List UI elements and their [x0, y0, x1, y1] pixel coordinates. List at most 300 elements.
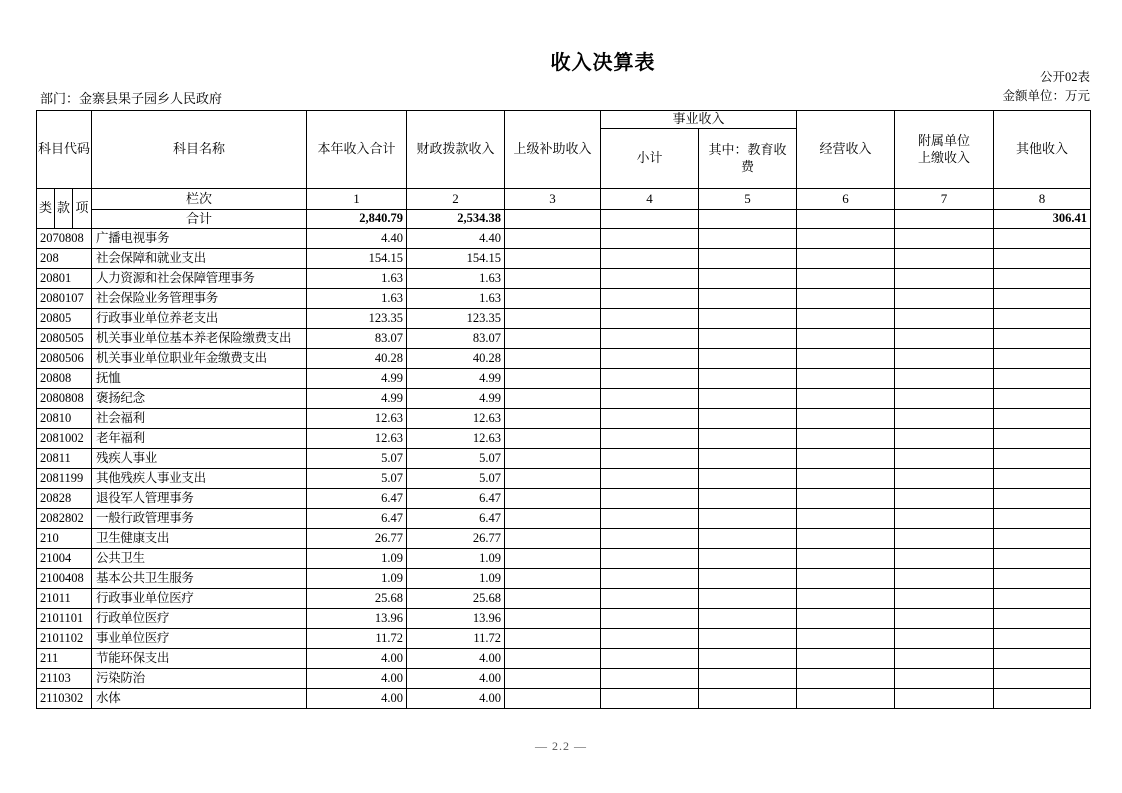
- cell-value: [797, 289, 895, 309]
- cell-value: [699, 629, 797, 649]
- column-index-label: 栏次: [92, 189, 307, 210]
- cell-value: [895, 489, 994, 509]
- cell-subject-name: 社会福利: [92, 409, 307, 429]
- table-row: [37, 669, 1091, 689]
- cell-value: [699, 249, 797, 269]
- cell-value: [699, 609, 797, 629]
- cell-value: [505, 469, 601, 489]
- cell-subject-name: 行政事业单位医疗: [92, 589, 307, 609]
- table-row: [37, 229, 1091, 249]
- cell-subject-name: 水体: [92, 689, 307, 709]
- cell-value: [505, 429, 601, 449]
- cell-value: [797, 649, 895, 669]
- cell-value: [895, 529, 994, 549]
- cell-value: [699, 389, 797, 409]
- cell-value: [797, 329, 895, 349]
- cell-subject-name: 其他残疾人事业支出: [92, 469, 307, 489]
- cell-value: [601, 329, 699, 349]
- cell-value: [505, 669, 601, 689]
- cell-value: [505, 549, 601, 569]
- table-row: [37, 469, 1091, 489]
- table-row: [37, 629, 1091, 649]
- cell-subject-code: 2100408: [37, 569, 92, 589]
- cell-value: 26.77: [307, 529, 407, 549]
- column-number: 3: [505, 189, 601, 210]
- cell-subject-name: 社会保险业务管理事务: [92, 289, 307, 309]
- cell-subject-code: 2080505: [37, 329, 92, 349]
- cell-subject-name: 残疾人事业: [92, 449, 307, 469]
- table-row: [37, 569, 1091, 589]
- cell-subject-code: 20805: [37, 309, 92, 329]
- cell-value: [797, 589, 895, 609]
- cell-value: [601, 269, 699, 289]
- cell-value: 25.68: [407, 589, 505, 609]
- cell-value: 1.63: [407, 289, 505, 309]
- cell-value: [895, 469, 994, 489]
- cell-value: [505, 329, 601, 349]
- col-header-subject-name: 科目名称: [92, 111, 307, 189]
- cell-value: [505, 389, 601, 409]
- cell-value: [994, 389, 1091, 409]
- cell-subject-code: 211: [37, 649, 92, 669]
- cell-value: [699, 669, 797, 689]
- table-row: [37, 449, 1091, 469]
- table-row: [37, 269, 1091, 289]
- cell-value: 1.63: [407, 269, 505, 289]
- cell-value: [601, 549, 699, 569]
- cell-value: 83.07: [407, 329, 505, 349]
- table-row: [37, 689, 1091, 709]
- cell-value: [797, 469, 895, 489]
- table-row: [37, 429, 1091, 449]
- cell-value: [994, 429, 1091, 449]
- table-row: [37, 509, 1091, 529]
- table-row: [37, 529, 1091, 549]
- cell-subject-name: 行政单位医疗: [92, 609, 307, 629]
- cell-value: 1.09: [407, 569, 505, 589]
- cell-value: 6.47: [307, 509, 407, 529]
- col-header-subtotal: 小计: [601, 129, 699, 189]
- cell-value: [797, 309, 895, 329]
- cell-value: [601, 469, 699, 489]
- cell-value: [699, 289, 797, 309]
- table-row: [37, 289, 1091, 309]
- cell-value: [994, 629, 1091, 649]
- cell-value: [601, 609, 699, 629]
- cell-value: [895, 669, 994, 689]
- cell-value: [797, 449, 895, 469]
- cell-value: [601, 529, 699, 549]
- cell-value: [895, 229, 994, 249]
- cell-value: [994, 609, 1091, 629]
- cell-value: [895, 349, 994, 369]
- form-code-label: 公开02表: [1039, 70, 1090, 84]
- cell-value: [601, 389, 699, 409]
- cell-subject-name: 卫生健康支出: [92, 529, 307, 549]
- department-label: 部门：金寨县果子园乡人民政府: [40, 91, 223, 106]
- col-header-total-income: 本年收入合计: [307, 111, 407, 189]
- cell-value: [505, 349, 601, 369]
- cell-value: 4.00: [407, 689, 505, 709]
- cell-value: [895, 309, 994, 329]
- cell-value: 25.68: [307, 589, 407, 609]
- cell-value: [797, 549, 895, 569]
- cell-value: [601, 309, 699, 329]
- cell-value: [505, 289, 601, 309]
- cell-value: [505, 589, 601, 609]
- cell-value: [994, 529, 1091, 549]
- cell-subject-name: 机关事业单位职业年金缴费支出: [92, 349, 307, 369]
- cell-subject-code: 20801: [37, 269, 92, 289]
- col-header-item: 项: [73, 189, 92, 229]
- cell-value: [505, 449, 601, 469]
- cell-value: [601, 489, 699, 509]
- cell-value: [505, 269, 601, 289]
- table-row: [37, 409, 1091, 429]
- cell-value: [505, 569, 601, 589]
- table-row: [37, 609, 1091, 629]
- cell-subject-code: 210: [37, 529, 92, 549]
- cell-subject-code: 2110302: [37, 689, 92, 709]
- cell-subject-code: 2070808: [37, 229, 92, 249]
- cell-value: 5.07: [307, 449, 407, 469]
- cell-subject-code: 21004: [37, 549, 92, 569]
- cell-value: 12.63: [307, 409, 407, 429]
- cell-subject-code: 20828: [37, 489, 92, 509]
- cell-value: [994, 349, 1091, 369]
- cell-value: 5.07: [407, 449, 505, 469]
- cell-value: [505, 629, 601, 649]
- cell-value: [895, 249, 994, 269]
- cell-value: 4.00: [407, 649, 505, 669]
- cell-value: [797, 349, 895, 369]
- cell-value: [601, 429, 699, 449]
- col-header-education-fees: 其中：教育收费: [699, 129, 797, 189]
- cell-value: [797, 409, 895, 429]
- cell-value: [601, 589, 699, 609]
- cell-value: [505, 309, 601, 329]
- cell-subject-name: 节能环保支出: [92, 649, 307, 669]
- cell-value: [994, 269, 1091, 289]
- cell-value: [601, 629, 699, 649]
- cell-subject-name: 退役军人管理事务: [92, 489, 307, 509]
- cell-subject-code: 208: [37, 249, 92, 269]
- cell-value: [505, 249, 601, 269]
- cell-value: [505, 649, 601, 669]
- cell-value: [505, 509, 601, 529]
- cell-subject-name: 老年福利: [92, 429, 307, 449]
- col-header-affiliated-remit: 附属单位上缴收入: [895, 111, 994, 189]
- page-number: — 2.2 —: [535, 739, 587, 753]
- revenue-table: [36, 110, 1091, 709]
- cell-value: 123.35: [307, 309, 407, 329]
- cell-subject-name: 社会保障和就业支出: [92, 249, 307, 269]
- cell-value: 26.77: [407, 529, 505, 549]
- cell-value: [699, 369, 797, 389]
- cell-value: 4.99: [307, 369, 407, 389]
- cell-value: [797, 609, 895, 629]
- col-header-business-income-group: 事业收入: [601, 111, 797, 129]
- header-row-groups: [37, 111, 1091, 129]
- cell-value: [699, 449, 797, 469]
- cell-value: [699, 229, 797, 249]
- cell-value: [699, 309, 797, 329]
- cell-value: [895, 329, 994, 349]
- cell-value: 6.47: [307, 489, 407, 509]
- cell-value: [699, 509, 797, 529]
- cell-value: [994, 649, 1091, 669]
- cell-value: [505, 489, 601, 509]
- cell-value: 6.47: [407, 489, 505, 509]
- cell-value: [797, 489, 895, 509]
- cell-value: [601, 509, 699, 529]
- table-row: [37, 649, 1091, 669]
- cell-value: [699, 489, 797, 509]
- cell-value: [895, 409, 994, 429]
- col-header-section: 款: [55, 189, 73, 229]
- cell-value: [601, 349, 699, 369]
- cell-value: [895, 449, 994, 469]
- cell-value: [994, 569, 1091, 589]
- table-row: [37, 249, 1091, 269]
- cell-value: 11.72: [307, 629, 407, 649]
- cell-value: [601, 669, 699, 689]
- cell-subject-name: 污染防治: [92, 669, 307, 689]
- cell-subject-code: 2080506: [37, 349, 92, 369]
- col-header-class: 类: [37, 189, 55, 229]
- total-value: [505, 210, 601, 229]
- cell-value: [895, 629, 994, 649]
- page-title: 收入决算表: [550, 52, 656, 74]
- cell-subject-code: 20808: [37, 369, 92, 389]
- cell-value: 1.63: [307, 269, 407, 289]
- cell-value: [895, 389, 994, 409]
- cell-value: [505, 409, 601, 429]
- column-number: 7: [895, 189, 994, 210]
- cell-value: [699, 329, 797, 349]
- table-row: [37, 309, 1091, 329]
- table-row: [37, 589, 1091, 609]
- cell-value: [505, 529, 601, 549]
- table-row: [37, 369, 1091, 389]
- col-header-operating-income: 经营收入: [797, 111, 895, 189]
- cell-value: 4.99: [407, 369, 505, 389]
- cell-value: [601, 449, 699, 469]
- cell-value: 12.63: [407, 409, 505, 429]
- cell-value: [797, 429, 895, 449]
- cell-subject-code: 20810: [37, 409, 92, 429]
- cell-value: 123.35: [407, 309, 505, 329]
- cell-value: 4.99: [307, 389, 407, 409]
- total-value: 2,840.79: [307, 210, 407, 229]
- cell-value: [505, 609, 601, 629]
- table-row: [37, 389, 1091, 409]
- cell-value: [699, 409, 797, 429]
- cell-subject-name: 事业单位医疗: [92, 629, 307, 649]
- cell-value: 4.00: [307, 669, 407, 689]
- cell-value: [797, 369, 895, 389]
- total-row-label: 合计: [92, 210, 307, 229]
- cell-value: 154.15: [307, 249, 407, 269]
- cell-value: [994, 509, 1091, 529]
- column-number: 1: [307, 189, 407, 210]
- cell-subject-code: 2081199: [37, 469, 92, 489]
- cell-subject-code: 2082802: [37, 509, 92, 529]
- cell-value: [699, 689, 797, 709]
- cell-value: [994, 229, 1091, 249]
- cell-value: 13.96: [407, 609, 505, 629]
- cell-value: 5.07: [407, 469, 505, 489]
- cell-subject-name: 褒扬纪念: [92, 389, 307, 409]
- cell-value: [601, 229, 699, 249]
- total-value: [601, 210, 699, 229]
- cell-subject-name: 人力资源和社会保障管理事务: [92, 269, 307, 289]
- cell-value: 13.96: [307, 609, 407, 629]
- cell-value: [797, 509, 895, 529]
- table-body: [37, 229, 1091, 709]
- column-index-row: [37, 189, 1091, 210]
- cell-value: 11.72: [407, 629, 505, 649]
- total-value: 306.41: [994, 210, 1091, 229]
- cell-value: [994, 369, 1091, 389]
- table-row: [37, 349, 1091, 369]
- cell-value: [601, 249, 699, 269]
- col-header-superior-subsidy: 上级补助收入: [505, 111, 601, 189]
- cell-value: [895, 569, 994, 589]
- total-value: 2,534.38: [407, 210, 505, 229]
- cell-value: [994, 489, 1091, 509]
- cell-value: [699, 269, 797, 289]
- total-value: [895, 210, 994, 229]
- cell-subject-name: 广播电视事务: [92, 229, 307, 249]
- cell-value: 40.28: [407, 349, 505, 369]
- cell-value: [601, 289, 699, 309]
- cell-value: [797, 269, 895, 289]
- column-number: 2: [407, 189, 505, 210]
- table-row: [37, 489, 1091, 509]
- cell-value: [994, 589, 1091, 609]
- cell-value: [895, 289, 994, 309]
- cell-value: [895, 549, 994, 569]
- unit-label: 金额单位：万元: [1002, 89, 1090, 103]
- cell-value: [797, 529, 895, 549]
- cell-value: 12.63: [407, 429, 505, 449]
- cell-value: [994, 249, 1091, 269]
- cell-subject-code: 21011: [37, 589, 92, 609]
- column-number: 6: [797, 189, 895, 210]
- cell-value: [895, 649, 994, 669]
- total-value: [797, 210, 895, 229]
- cell-value: 4.00: [307, 649, 407, 669]
- total-value: [699, 210, 797, 229]
- cell-subject-code: 2101101: [37, 609, 92, 629]
- cell-value: [797, 389, 895, 409]
- cell-value: [895, 609, 994, 629]
- cell-value: [895, 429, 994, 449]
- cell-value: 40.28: [307, 349, 407, 369]
- cell-value: [601, 689, 699, 709]
- cell-subject-code: 2080808: [37, 389, 92, 409]
- cell-value: [994, 469, 1091, 489]
- cell-value: [895, 689, 994, 709]
- cell-value: [699, 589, 797, 609]
- cell-subject-name: 公共卫生: [92, 549, 307, 569]
- cell-value: [895, 589, 994, 609]
- cell-subject-name: 基本公共卫生服务: [92, 569, 307, 589]
- cell-value: [797, 229, 895, 249]
- cell-value: [895, 369, 994, 389]
- cell-value: 12.63: [307, 429, 407, 449]
- cell-value: [699, 549, 797, 569]
- cell-value: [505, 229, 601, 249]
- cell-value: [699, 569, 797, 589]
- cell-value: [994, 289, 1091, 309]
- cell-value: [505, 689, 601, 709]
- cell-value: [994, 409, 1091, 429]
- cell-value: 1.09: [407, 549, 505, 569]
- cell-value: 4.00: [407, 669, 505, 689]
- col-header-fiscal-allocation: 财政拨款收入: [407, 111, 505, 189]
- cell-value: 1.09: [307, 569, 407, 589]
- cell-subject-code: 20811: [37, 449, 92, 469]
- cell-value: [994, 449, 1091, 469]
- cell-subject-code: 21103: [37, 669, 92, 689]
- col-header-other-income: 其他收入: [994, 111, 1091, 189]
- cell-value: [994, 309, 1091, 329]
- cell-value: [601, 409, 699, 429]
- cell-value: [994, 549, 1091, 569]
- cell-value: 6.47: [407, 509, 505, 529]
- cell-value: 4.40: [407, 229, 505, 249]
- cell-subject-name: 行政事业单位养老支出: [92, 309, 307, 329]
- cell-value: [994, 329, 1091, 349]
- cell-value: [797, 249, 895, 269]
- cell-value: 1.09: [307, 549, 407, 569]
- cell-value: [699, 649, 797, 669]
- cell-value: [699, 429, 797, 449]
- cell-value: [797, 569, 895, 589]
- cell-value: 83.07: [307, 329, 407, 349]
- cell-value: [895, 509, 994, 529]
- cell-value: [601, 649, 699, 669]
- cell-value: 5.07: [307, 469, 407, 489]
- total-row: [37, 210, 1091, 229]
- cell-value: 154.15: [407, 249, 505, 269]
- col-header-subject-code: 科目代码: [37, 111, 92, 189]
- table-row: [37, 329, 1091, 349]
- cell-subject-code: 2081002: [37, 429, 92, 449]
- cell-value: [699, 469, 797, 489]
- cell-subject-name: 机关事业单位基本养老保险缴费支出: [92, 329, 307, 349]
- cell-value: [601, 369, 699, 389]
- cell-value: 4.99: [407, 389, 505, 409]
- cell-value: [699, 529, 797, 549]
- cell-value: [505, 369, 601, 389]
- cell-subject-code: 2101102: [37, 629, 92, 649]
- cell-value: [797, 689, 895, 709]
- cell-value: 4.00: [307, 689, 407, 709]
- cell-subject-name: 抚恤: [92, 369, 307, 389]
- column-number: 4: [601, 189, 699, 210]
- cell-value: [797, 629, 895, 649]
- cell-value: 4.40: [307, 229, 407, 249]
- cell-value: [699, 349, 797, 369]
- cell-value: 1.63: [307, 289, 407, 309]
- cell-value: [797, 669, 895, 689]
- cell-subject-code: 2080107: [37, 289, 92, 309]
- cell-subject-name: 一般行政管理事务: [92, 509, 307, 529]
- column-number: 5: [699, 189, 797, 210]
